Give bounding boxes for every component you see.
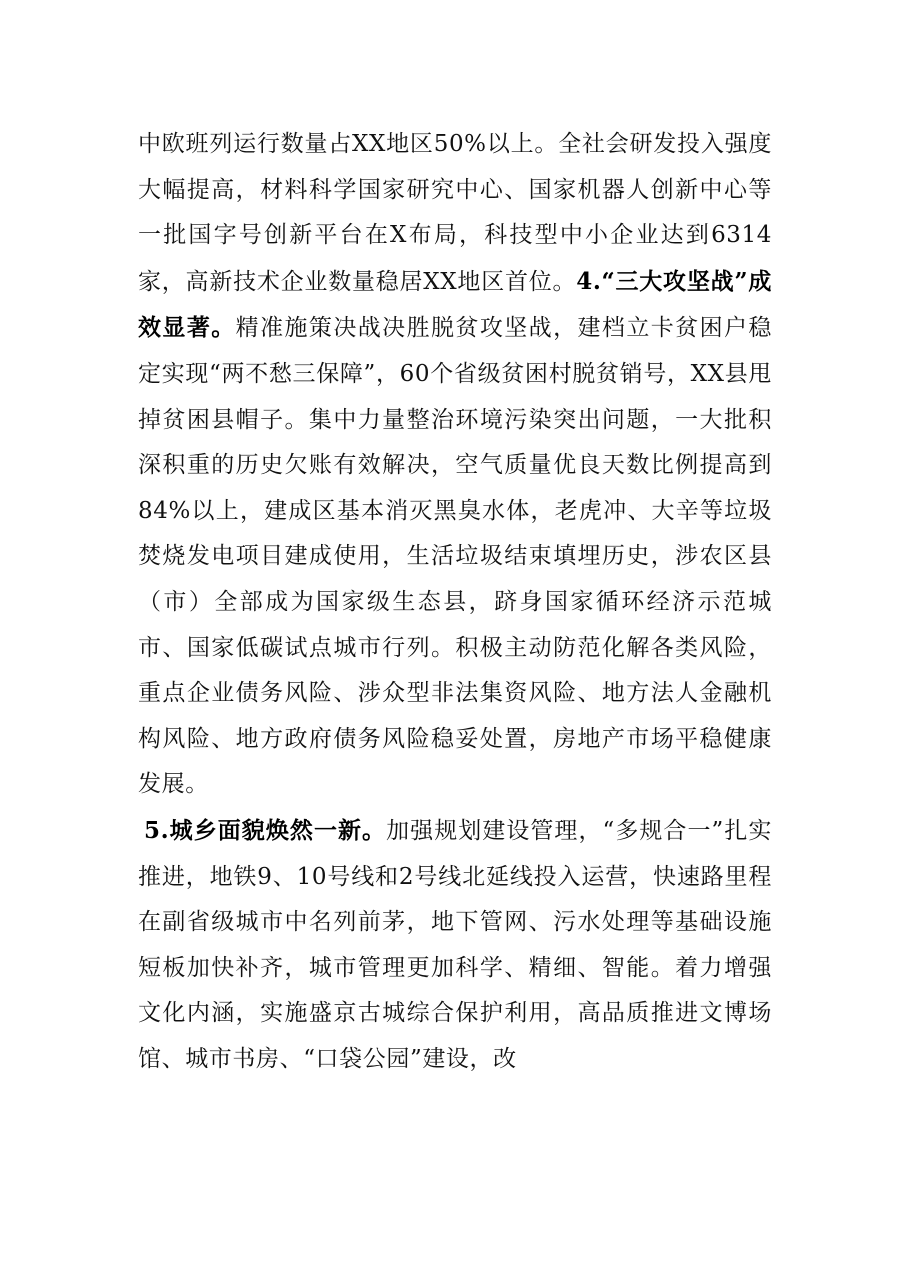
body-text — [138, 122, 772, 1082]
paragraph-achievements — [138, 122, 772, 808]
section-heading-5: 5.城乡面貌焕然一新。 — [144, 816, 387, 844]
paragraph-text: 加强规划建设管理，“多规合一”扎实推进，地铁9、10号线和2号线北延线投入运营，快速路里程在副省级城市中名列前茅，地下管网、污水处理等基础设施短板加快补齐，城市管理更加科学、精细、智能。着力增强文化内涵，实施盛京古城综合保护利用，高品质推进文博场馆、城市书房、“口袋公园”建设，改 — [138, 817, 772, 1072]
section-heading-4: 4.“三大攻坚战”成效显著。 — [138, 267, 772, 342]
paragraph-urban-rural — [138, 808, 772, 1083]
paragraph-text: 中欧班列运行数量占XX地区50%以上。全社会研发投入强度大幅提高，材料科学国家研究中心、国家机器人创新中心等一批国字号创新平台在X布局，科技型中小企业达到6314家，高新技术企业数量稳居XX地区首位。 — [138, 131, 772, 295]
paragraph-text: 精准施策决战决胜脱贫攻坚战，建档立卡贫困户稳定实现“两不愁三保障”，60个省级贫困村脱贫销号，XX县甩掉贫困县帽子。集中力量整治环境污染突出问题，一大批积深积重的历史欠账有效解决，空气质量优良天数比例提高到84%以上，建成区基本消灭黑臭水体，老虎冲、大辛等垃圾焚烧发电项目建成使用，生活垃圾结束填埋历史，涉农区县（市）全部成为国家级生态县，跻身国家循环经济示范城市、国家低碳试点城市行列。积极主动防范化解各类风险，重点企业债务风险、涉众型非法集资风险、地方法人金融机构风险、地方政府债务风险稳妥处置，房地产市场平稳健康发展。 — [138, 315, 772, 798]
